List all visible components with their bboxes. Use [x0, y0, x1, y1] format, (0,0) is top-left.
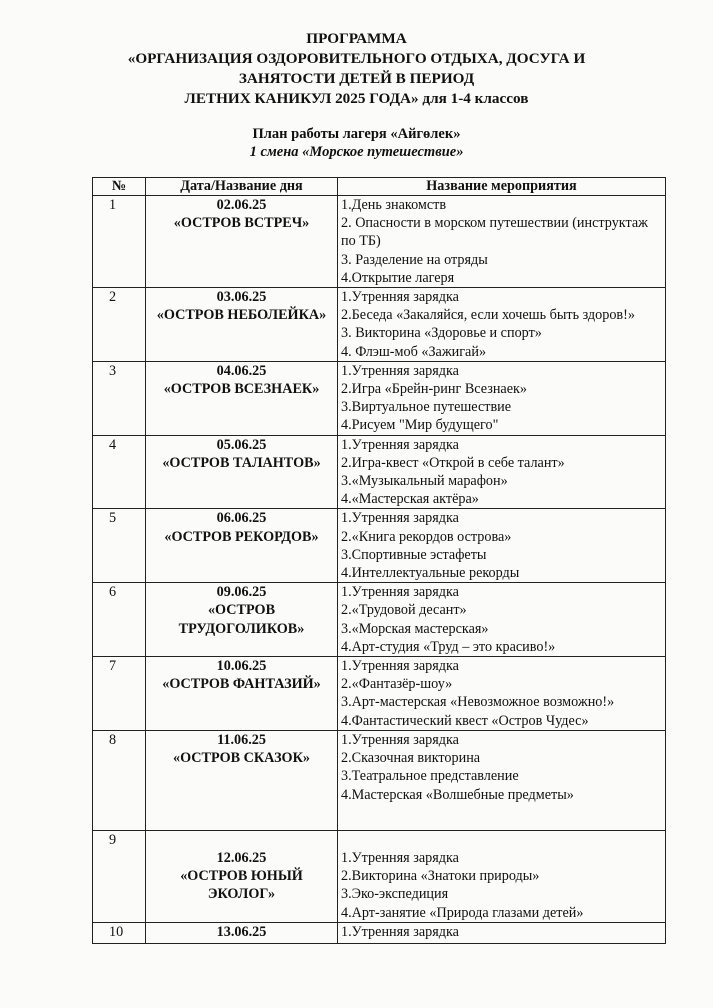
day-cell — [146, 435, 338, 509]
day-date: 02.06.25 — [216, 197, 267, 213]
activity-item: 2.Игра «Брейн-ринг Всезнаек» — [341, 381, 528, 398]
activity-item: 1.Утренняя зарядка — [341, 289, 459, 306]
day-date: 09.06.25 — [216, 584, 267, 601]
day-name: «ОСТРОВ СКАЗОК» — [173, 750, 310, 767]
day-date: 12.06.25 — [216, 849, 267, 866]
activity-item: 2.«Книга рекордов острова» — [341, 528, 512, 545]
day-cell — [146, 922, 338, 943]
day-date: 05.06.25 — [216, 436, 267, 453]
program-title-line-2: «ОРГАНИЗАЦИЯ ОЗДОРОВИТЕЛЬНОГО ОТДЫХА, ДОСУГА И — [127, 50, 586, 67]
activity-item: 1.Утренняя зарядка — [341, 658, 459, 675]
day-name: «ОСТРОВ ЮНЫЙ ЭКОЛОГ» — [180, 868, 303, 903]
activity-item: 1.Утренняя зарядка — [341, 923, 459, 940]
day-cell — [146, 830, 338, 922]
day-name: «ОСТРОВ ФАНТАЗИЙ» — [162, 676, 321, 693]
table-row — [93, 288, 666, 362]
activity-item: 2.Викторина «Знатоки природы» — [341, 868, 540, 885]
activity-item: 3.«Музыкальный марафон» — [341, 473, 508, 490]
activity-item: 4.Мастерская «Волшебные предметы» — [341, 786, 574, 803]
activities-cell — [338, 435, 666, 509]
activity-item: 4.Интеллектуальные рекорды — [341, 565, 520, 582]
activity-item: 1.Утренняя зарядка — [341, 849, 459, 866]
activities-cell — [338, 583, 666, 657]
day-name: «ОСТРОВ ТРУДОГОЛИКОВ» — [178, 602, 305, 637]
table-row — [93, 657, 666, 731]
activity-item: 4.Арт-занятие «Природа глазами детей» — [341, 904, 584, 921]
table-row — [93, 830, 666, 922]
program-title-line-1: ПРОГРАММА — [306, 30, 407, 47]
activity-item: 2.Сказочная викторина — [341, 750, 481, 767]
activity-item: 4.«Мастерская актёра» — [341, 491, 479, 508]
row-number: 9 — [93, 830, 146, 922]
activity-item: 2. Опасности в морском путешествии (инструктаж по ТБ) — [341, 215, 648, 250]
activity-item: 3. Разделение на отряды — [341, 251, 488, 268]
activity-item: 3.Театральное представление — [341, 768, 519, 785]
activity-item: 2.«Трудовой десант» — [341, 602, 467, 619]
table-row — [93, 435, 666, 509]
plan-title: План работы лагеря «Айгөлек» — [252, 126, 461, 142]
row-number: 10 — [93, 922, 146, 943]
activity-item: 3.Виртуальное путешествие — [341, 399, 512, 416]
activity-item: 4.Фантастический квест «Остров Чудес» — [341, 712, 589, 729]
row-number: 6 — [93, 583, 146, 657]
column-header-activity: Название мероприятия — [338, 178, 666, 196]
activities-cell — [338, 730, 666, 830]
activity-item: 2.«Фантазёр-шоу» — [341, 676, 453, 693]
day-cell — [146, 583, 338, 657]
row-number: 3 — [93, 361, 146, 435]
activity-item: 3.Спортивные эстафеты — [341, 546, 487, 563]
schedule-table — [92, 177, 666, 944]
day-date: 10.06.25 — [216, 658, 267, 675]
day-cell — [146, 657, 338, 731]
day-date: 11.06.25 — [217, 731, 266, 748]
row-number: 1 — [93, 196, 146, 288]
program-title-line-4: ЛЕТНИХ КАНИКУЛ 2025 ГОДА» для 1-4 классов — [184, 90, 529, 107]
activity-item: 1.Утренняя зарядка — [341, 510, 459, 527]
row-number: 2 — [93, 288, 146, 362]
column-header-date: Дата/Название дня — [146, 178, 338, 196]
activities-cell — [338, 922, 666, 943]
table-row — [93, 583, 666, 657]
activities-cell — [338, 830, 666, 922]
activities-cell — [338, 288, 666, 362]
table-row — [93, 730, 666, 830]
activity-item: 3.«Морская мастерская» — [341, 620, 489, 637]
day-cell — [146, 730, 338, 830]
day-name: «ОСТРОВ ВСТРЕЧ» — [173, 215, 310, 232]
activities-cell — [338, 509, 666, 583]
activity-item: 4. Флэш-моб «Зажигай» — [341, 343, 487, 360]
program-title-line-3: ЗАНЯТОСТИ ДЕТЕЙ В ПЕРИОД — [238, 70, 475, 87]
day-date: 13.06.25 — [216, 923, 267, 940]
day-name: «ОСТРОВ РЕКОРДОВ» — [164, 528, 319, 545]
activity-item: 1.День знакомств — [341, 197, 447, 213]
activity-item: 2.Беседа «Закаляйся, если хочешь быть здоров!» — [341, 307, 635, 324]
column-header-number: № — [93, 178, 146, 196]
activity-item: 4.Арт-студия «Труд – это красиво!» — [341, 638, 556, 655]
activity-item: 1.Утренняя зарядка — [341, 584, 459, 601]
activities-cell — [338, 196, 666, 288]
day-cell — [146, 196, 338, 288]
activity-item: 3.Эко-экспедиция — [341, 886, 449, 903]
day-cell — [146, 361, 338, 435]
day-name: «ОСТРОВ ВСЕЗНАЕК» — [163, 381, 320, 398]
day-date: 06.06.25 — [216, 510, 267, 527]
activity-item: 1.Утренняя зарядка — [341, 436, 459, 453]
row-number: 5 — [93, 509, 146, 583]
activity-item: 1.Утренняя зарядка — [341, 362, 459, 379]
day-date: 03.06.25 — [216, 289, 267, 306]
table-row — [93, 196, 666, 288]
day-name: «ОСТРОВ НЕБОЛЕЙКА» — [156, 307, 327, 324]
row-number: 4 — [93, 435, 146, 509]
table-row — [93, 361, 666, 435]
activity-item: 3.Арт-мастерская «Невозможное возможно!» — [341, 694, 615, 711]
day-cell — [146, 509, 338, 583]
shift-title: 1 смена «Морское путешествие» — [249, 144, 464, 160]
day-name: «ОСТРОВ ТАЛАНТОВ» — [162, 454, 321, 471]
activity-item: 2.Игра-квест «Открой в себе талант» — [341, 454, 565, 471]
row-number: 8 — [93, 730, 146, 830]
activities-cell — [338, 361, 666, 435]
activity-item: 1.Утренняя зарядка — [341, 731, 459, 748]
activity-item: 4.Открытие лагеря — [341, 269, 455, 286]
table-row — [93, 509, 666, 583]
table-row — [93, 922, 666, 943]
activity-item: 3. Викторина «Здоровье и спорт» — [341, 325, 542, 342]
activity-item: 4.Рисуем "Мир будущего" — [341, 417, 499, 434]
day-date: 04.06.25 — [216, 362, 267, 379]
table-header-row — [93, 178, 666, 196]
row-number: 7 — [93, 657, 146, 731]
activities-cell — [338, 657, 666, 731]
day-cell — [146, 288, 338, 362]
